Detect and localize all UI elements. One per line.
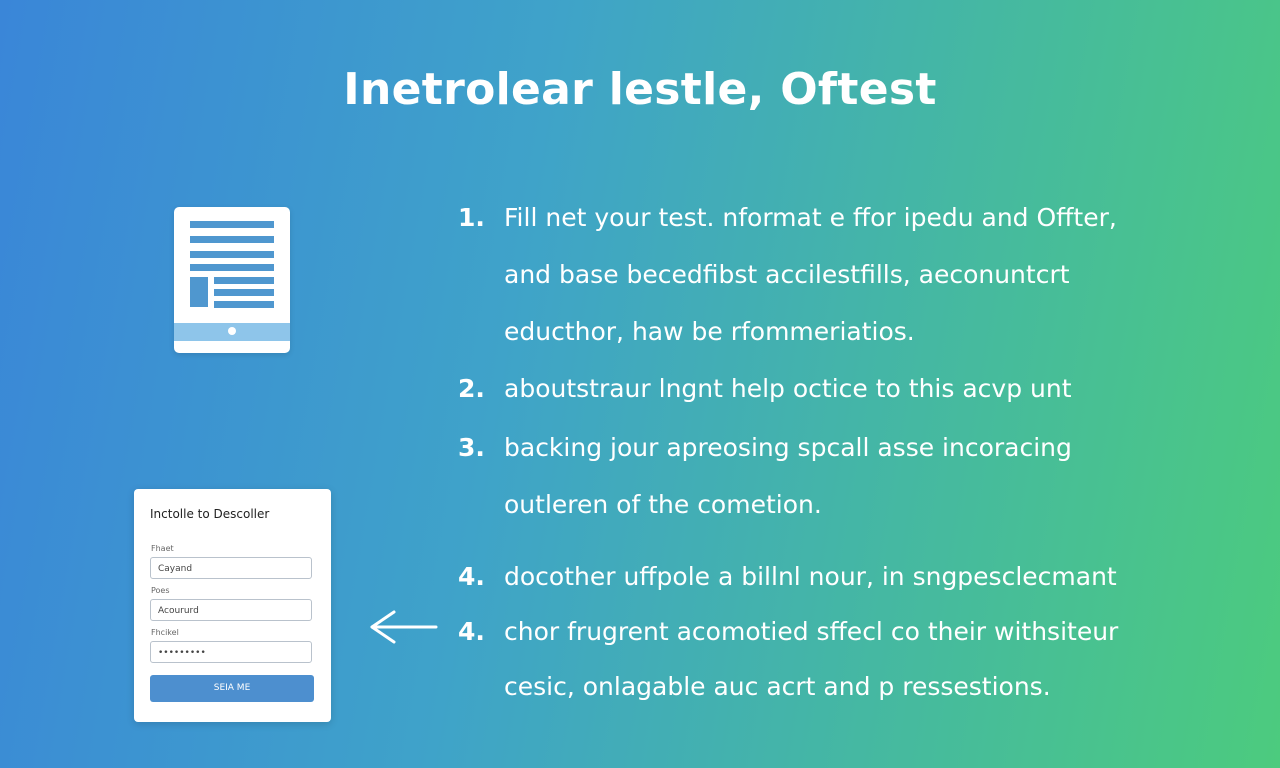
step-5-line-2: cesic, onlagable auc acrt and p ressestions. — [504, 672, 1051, 701]
step-1-line-2: and base becedfibst accilestfills, aeconuntcrt — [504, 260, 1070, 289]
arrow-left-icon — [366, 608, 440, 646]
step-1-line-3: educthor, haw be rfommeriatios. — [504, 317, 915, 346]
step-number: 2. — [458, 374, 485, 403]
document-icon — [174, 207, 290, 353]
second-input[interactable]: Acoururd — [150, 599, 312, 621]
form-title: Inctolle to Descoller — [150, 507, 270, 521]
field-label-2: Poes — [151, 586, 170, 595]
step-text: docother uffpole a billnl nour, in sngpesclecmant — [504, 562, 1117, 591]
step-number: 1. — [458, 203, 485, 232]
field-label-3: Fhcikel — [151, 628, 179, 637]
step-number: 4. — [458, 617, 485, 646]
first-input[interactable]: Cayand — [150, 557, 312, 579]
field-label-1: Fhaet — [151, 544, 174, 553]
login-form-card — [134, 489, 331, 722]
step-text: Fill net your test. nformat e ffor ipedu and Offter, — [504, 203, 1117, 232]
step-text: aboutstraur lngnt help octice to this acvp unt — [504, 374, 1072, 403]
submit-button[interactable]: SEIA ME — [150, 675, 314, 702]
step-3-line-2: outleren of the cometion. — [504, 490, 822, 519]
step-text: chor frugrent acomotied sffecl co their withsiteur — [504, 617, 1119, 646]
password-input[interactable]: ••••••••• — [150, 641, 312, 663]
step-number: 4. — [458, 562, 485, 591]
page-title: Inetrolear lestle, Oftest — [343, 64, 937, 115]
step-text: backing jour apreosing spcall asse incoracing — [504, 433, 1072, 462]
step-number: 3. — [458, 433, 485, 462]
